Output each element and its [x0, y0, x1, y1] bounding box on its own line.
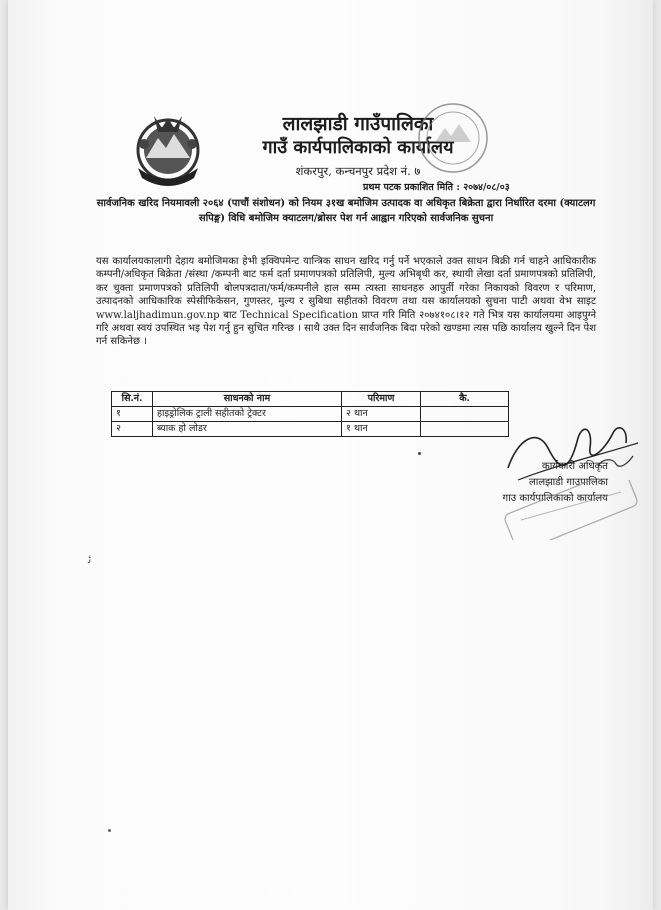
table-row — [112, 422, 509, 437]
cell-name: हाइड्रोलिक ट्राली सहीतको ट्रेक्टर — [153, 407, 342, 422]
table-row — [112, 407, 509, 422]
equipment-table — [111, 391, 509, 437]
office-subtitle: गाउँ कार्यपालिकाको कार्यालय — [262, 137, 454, 158]
col-header-remarks: कै. — [421, 392, 509, 407]
officer-stamp — [496, 480, 646, 540]
publication-date: प्रथम पटक प्रकाशित मिति : २०७४/०८/०३ — [363, 182, 510, 193]
cell-quantity: १ थान — [342, 422, 421, 437]
col-header-name: साधनको नाम — [153, 392, 342, 407]
signatory-office-1: लालझाडी गाउपालिका — [528, 477, 608, 488]
margin-mark: ﺋ — [88, 552, 92, 566]
ink-dot — [418, 452, 421, 455]
document-page — [8, 0, 653, 910]
table-header-row — [112, 392, 509, 407]
col-header-sn: सि.नं. — [112, 392, 153, 407]
signatory-title: कार्यकारी अधिकृत — [542, 461, 608, 472]
notice-body: यस कार्यालयकालागी देहाय बमोजिमका हेभी इक्विपमेन्ट यान्त्रिक साधन खरिद गर्नु पर्ने भएकाले उक्त साधन बिक्री गर्न चाहने आधिकारीक कम्पनी/अधिकृत बिक्रेता /संस्था /कम्पनी बाट फर्म दर्ता प्रमाणपत्रको प्रतिलिपी, मुल्य अभिबृधी कर, स्थायी लेखा दर्ता प्रमाणपत्रको प्रतिलिपी, कर चुक्ता प्रमाणपत्रको प्रतिलिपी बोलपत्रदाता/फर्म/कम्पनीले हाल सम्म त्यस्ता साधनहरु आपुर्ती गरेका निकायको विवरण र परिमाण, उत्पादनको आधिकारिक स्पेसीफिकेसन, गुणस्तर, मुल्य र सुबिधा सहीतको विवरण तथा यस कार्यालयको सुचना पाटी अथवा वेभ साइट www.laljhadimun.gov.np बाट Technical Specification प्राप्त गरि मिति २०७४१०८।१२ गते भित्र यस कार्यालयमा आइपुग्ने गरि अथवा स्वयं उपस्थित भइ पेश गर्नु हुन सुचित गरिन्छ । साथै उक्त दिन सार्वजनिक बिदा परेको खण्डमा त्यस पछि कार्यालय खुल्ने दिन पेश गर्न सकिनेछ । — [96, 256, 596, 348]
cell-name: ब्याक हो लोडर — [153, 422, 342, 437]
ink-dot — [108, 829, 111, 832]
nepal-emblem-icon — [128, 108, 208, 186]
cell-quantity: २ थान — [342, 407, 421, 422]
cell-sn: २ — [112, 422, 153, 437]
office-address: शंकरपुर, कन्चनपुर प्रदेश नं. ७ — [295, 164, 421, 178]
office-seal-icon — [413, 98, 493, 178]
office-name: लालझाडी गाउँपालिका — [282, 113, 434, 135]
notice-title: सार्वजनिक खरिद नियमावली २०६४ (पाचौं संशोधन) को नियम ३१ख बमोजिम उत्पादक वा अधिकृत बिक्रेता द्वारा निर्धारित दरमा (क्याटलग सपिङ्ग) विधि बमोजिम क्याटलग/ब्रोसर पेश गर्न आह्वान गरिएको सार्वजनिक सुचना — [96, 198, 596, 224]
signatory-office-2: गाउ कार्यपालिकाको कार्यालय — [502, 493, 608, 504]
cell-sn: १ — [112, 407, 153, 422]
col-header-quantity: परिमाण — [342, 392, 421, 407]
